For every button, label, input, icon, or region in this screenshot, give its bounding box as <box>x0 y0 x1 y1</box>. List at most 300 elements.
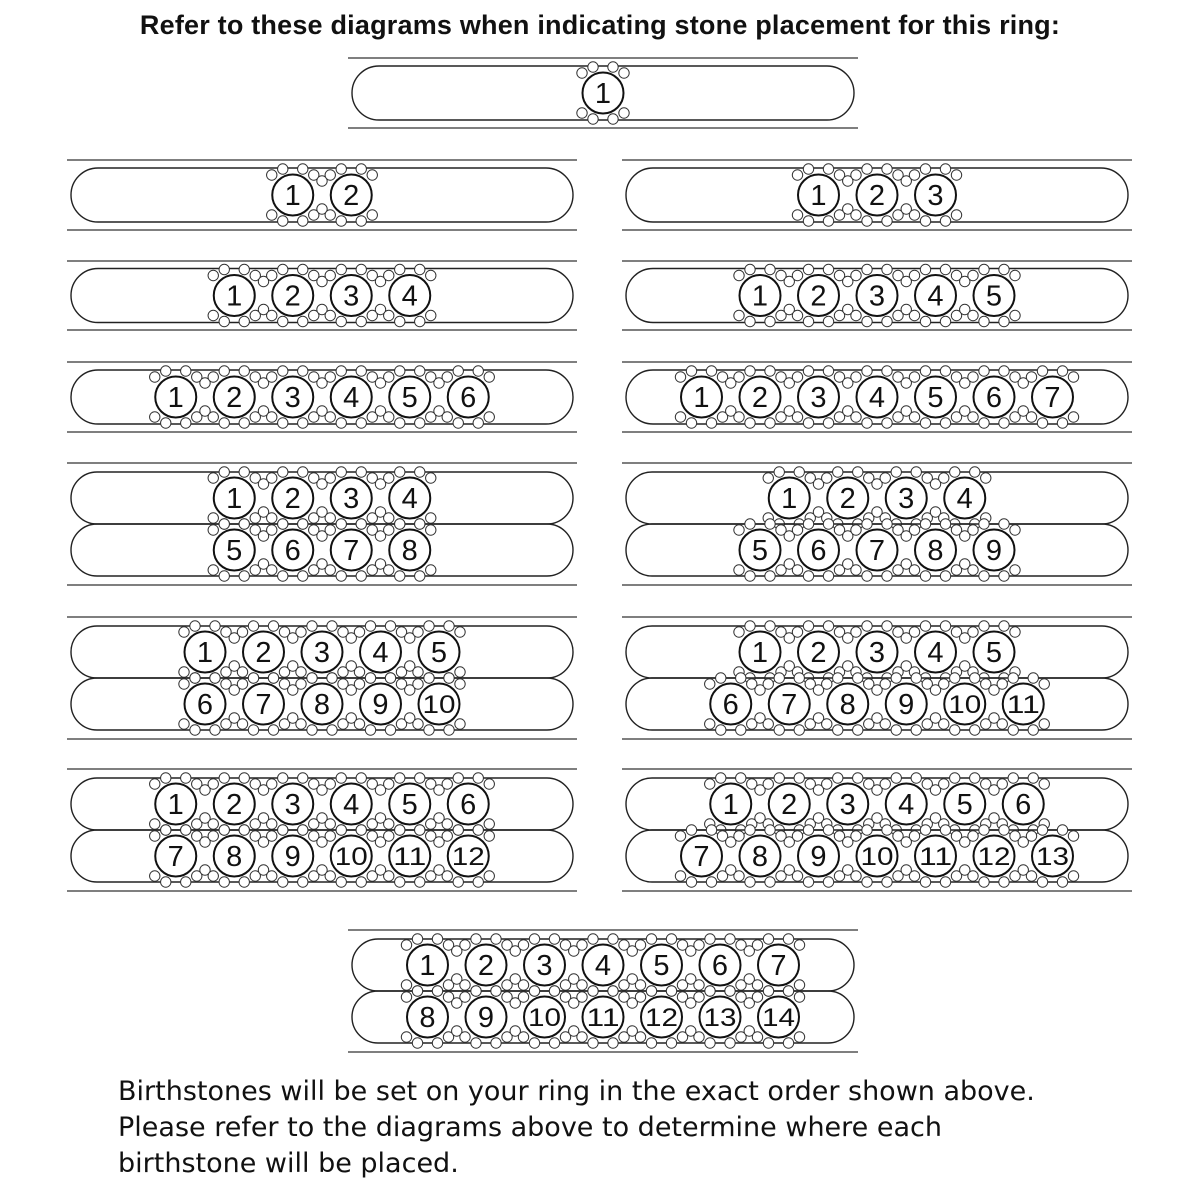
accent-stone <box>426 565 436 575</box>
accent-stone <box>794 467 804 477</box>
accent-stone <box>880 473 890 483</box>
accent-stone <box>325 819 335 829</box>
accent-stone <box>734 627 744 637</box>
accent-stone <box>356 877 366 887</box>
stone-number: 4 <box>898 789 915 821</box>
accent-stone <box>384 270 394 280</box>
accent-stone <box>237 627 247 637</box>
accent-stone <box>979 418 989 428</box>
accent-stone <box>415 571 425 581</box>
accent-stone <box>968 310 978 320</box>
instructions-line-2: Please refer to the diagrams above to determine where each <box>118 1112 942 1143</box>
accent-stone <box>298 264 308 274</box>
accent-stone <box>862 264 872 274</box>
accent-stone <box>208 871 218 881</box>
accent-stone <box>325 525 335 535</box>
accent-stone <box>794 673 804 683</box>
stone-number: 1 <box>167 382 184 414</box>
accent-stone <box>706 418 716 428</box>
accent-stone <box>385 673 395 683</box>
accent-stone <box>1057 825 1067 835</box>
accent-stone <box>792 525 802 535</box>
accent-stone <box>940 264 950 274</box>
accent-stone <box>210 673 220 683</box>
accent-stone <box>822 779 832 789</box>
accent-stone <box>298 418 308 428</box>
accent-stone <box>774 673 784 683</box>
accent-stone <box>1037 418 1047 428</box>
accent-stone <box>336 825 346 835</box>
stone-number: 5 <box>927 382 944 414</box>
accent-stone <box>365 725 375 735</box>
accent-stone <box>161 877 171 887</box>
stone-number: 3 <box>284 382 301 414</box>
accent-stone <box>968 871 978 881</box>
stone-number: 3 <box>343 483 360 515</box>
accent-stone <box>635 992 645 1002</box>
stone-number: 9 <box>985 535 1003 567</box>
accent-stone <box>325 831 335 841</box>
accent-stone <box>851 310 861 320</box>
accent-stone <box>920 366 930 376</box>
accent-stone <box>460 1032 470 1042</box>
accent-stone <box>356 264 366 274</box>
stone-number: 2 <box>255 637 272 669</box>
accent-stone <box>219 366 229 376</box>
accent-stone <box>248 673 258 683</box>
accent-stone <box>745 316 755 326</box>
stone-number: 3 <box>536 950 553 982</box>
accent-stone <box>979 825 989 835</box>
accent-stone <box>239 571 249 581</box>
accent-stone <box>979 264 989 274</box>
accent-stone <box>970 773 980 783</box>
accent-stone <box>473 366 483 376</box>
stone-number: 4 <box>956 483 973 515</box>
accent-stone <box>239 877 249 887</box>
stone-number: 6 <box>196 689 214 721</box>
accent-stone <box>426 473 436 483</box>
accent-stone <box>675 412 685 422</box>
accent-stone <box>940 316 950 326</box>
accent-stone <box>981 473 991 483</box>
accent-stone <box>1026 412 1036 422</box>
accent-stone <box>325 310 335 320</box>
stone-number: 6 <box>284 535 301 567</box>
accent-stone <box>444 673 454 683</box>
accent-stone <box>208 310 218 320</box>
accent-stone <box>745 571 755 581</box>
accent-stone <box>794 940 804 950</box>
accent-stone <box>432 1038 442 1048</box>
accent-stone <box>384 473 394 483</box>
accent-stone <box>920 316 930 326</box>
stone-number: 6 <box>460 789 477 821</box>
accent-stone <box>920 164 930 174</box>
accent-stone <box>999 264 1009 274</box>
accent-stone <box>705 1038 715 1048</box>
accent-stone <box>635 980 645 990</box>
accent-stone <box>909 871 919 881</box>
accent-stone <box>970 467 980 477</box>
accent-stone <box>951 210 961 220</box>
accent-stone <box>484 372 494 382</box>
stone-number: 1 <box>594 78 612 110</box>
accent-stone <box>395 316 405 326</box>
accent-stone <box>278 773 288 783</box>
stone-number: 5 <box>985 637 1003 669</box>
accent-stone <box>920 216 930 226</box>
accent-stone <box>384 819 394 829</box>
accent-stone <box>267 270 277 280</box>
accent-stone <box>336 467 346 477</box>
accent-stone <box>415 316 425 326</box>
accent-stone <box>298 825 308 835</box>
accent-stone <box>491 1038 501 1048</box>
accent-stone <box>484 819 494 829</box>
accent-stone <box>1037 366 1047 376</box>
accent-stone <box>745 519 755 529</box>
stone-number: 1 <box>284 180 301 212</box>
stone-number: 7 <box>343 535 360 567</box>
accent-stone <box>734 565 744 575</box>
accent-stone <box>239 519 249 529</box>
accent-stone <box>851 270 861 280</box>
accent-stone <box>473 877 483 887</box>
accent-stone <box>851 831 861 841</box>
accent-stone <box>999 621 1009 631</box>
ring-diagram-9-stones <box>622 463 1132 585</box>
accent-stone <box>1028 725 1038 735</box>
stone-number: 1 <box>226 280 243 313</box>
accent-stone <box>882 366 892 376</box>
accent-stone <box>862 519 872 529</box>
accent-stone <box>950 673 960 683</box>
accent-stone <box>395 264 405 274</box>
accent-stone <box>415 519 425 529</box>
stone-number: 2 <box>810 280 827 313</box>
accent-stone <box>384 513 394 523</box>
accent-stone <box>792 627 802 637</box>
accent-stone <box>891 673 901 683</box>
accent-stone <box>891 773 901 783</box>
accent-stone <box>880 719 890 729</box>
accent-stone <box>794 980 804 990</box>
accent-stone <box>325 270 335 280</box>
accent-stone <box>705 679 715 689</box>
accent-stone <box>237 667 247 677</box>
accent-stone <box>529 934 539 944</box>
accent-stone <box>588 986 598 996</box>
accent-stone <box>208 412 218 422</box>
accent-stone <box>853 673 863 683</box>
accent-stone <box>190 725 200 735</box>
accent-stone <box>803 264 813 274</box>
accent-stone <box>267 473 277 483</box>
accent-stone <box>401 980 411 990</box>
accent-stone <box>882 877 892 887</box>
accent-stone <box>882 264 892 274</box>
accent-stone <box>979 316 989 326</box>
accent-stone <box>325 871 335 881</box>
accent-stone <box>442 779 452 789</box>
accent-stone <box>336 216 346 226</box>
accent-stone <box>1057 366 1067 376</box>
accent-stone <box>518 992 528 1002</box>
accent-stone <box>267 779 277 789</box>
accent-stone <box>208 525 218 535</box>
accent-stone <box>577 108 587 118</box>
accent-stone <box>765 316 775 326</box>
accent-stone <box>426 310 436 320</box>
accent-stone <box>484 871 494 881</box>
accent-stone <box>851 372 861 382</box>
accent-stone <box>549 1038 559 1048</box>
accent-stone <box>577 992 587 1002</box>
accent-stone <box>577 980 587 990</box>
accent-stone <box>471 986 481 996</box>
accent-stone <box>882 825 892 835</box>
stone-number: 2 <box>751 382 769 414</box>
accent-stone <box>968 565 978 575</box>
accent-stone <box>851 210 861 220</box>
instructions-text <box>118 1074 1118 1182</box>
accent-stone <box>432 986 442 996</box>
accent-stone <box>608 934 618 944</box>
accent-stone <box>734 310 744 320</box>
accent-stone <box>354 679 364 689</box>
accent-stone <box>999 316 1009 326</box>
accent-stone <box>745 264 755 274</box>
accent-stone <box>588 114 598 124</box>
accent-stone <box>909 627 919 637</box>
ring-diagram-2-stones <box>67 160 577 230</box>
ring-diagram-14-stones <box>348 930 858 1052</box>
accent-stone <box>794 1032 804 1042</box>
stone-number: 7 <box>770 950 787 982</box>
accent-stone <box>823 519 833 529</box>
accent-stone <box>939 719 949 729</box>
accent-stone <box>725 1038 735 1048</box>
stone-number: 2 <box>477 950 495 982</box>
stone-number: 4 <box>343 382 360 414</box>
accent-stone <box>909 565 919 575</box>
accent-stone <box>356 164 366 174</box>
accent-stone <box>278 316 288 326</box>
accent-stone <box>823 621 833 631</box>
stone-number: 4 <box>868 382 886 414</box>
accent-stone <box>150 831 160 841</box>
stone-number: 3 <box>343 280 360 313</box>
accent-stone <box>356 773 366 783</box>
accent-stone <box>549 934 559 944</box>
accent-stone <box>210 725 220 735</box>
stone-number: 12 <box>451 843 485 871</box>
accent-stone <box>219 773 229 783</box>
accent-stone <box>384 310 394 320</box>
accent-stone <box>239 418 249 428</box>
accent-stone <box>150 412 160 422</box>
stone-number: 3 <box>810 382 827 414</box>
accent-stone <box>763 779 773 789</box>
accent-stone <box>208 819 218 829</box>
accent-stone <box>401 940 411 950</box>
accent-stone <box>296 627 306 637</box>
accent-stone <box>219 418 229 428</box>
accent-stone <box>336 519 346 529</box>
stone-number: 1 <box>751 637 769 669</box>
ring-diagram-8-stones <box>67 463 577 585</box>
stone-number: 4 <box>343 789 360 821</box>
accent-stone <box>239 773 249 783</box>
accent-stone <box>354 667 364 677</box>
accent-stone <box>237 719 247 729</box>
accent-stone <box>763 986 773 996</box>
accent-stone <box>336 366 346 376</box>
accent-stone <box>460 992 470 1002</box>
accent-stone <box>384 565 394 575</box>
accent-stone <box>774 467 784 477</box>
accent-stone <box>765 571 775 581</box>
accent-stone <box>882 216 892 226</box>
accent-stone <box>415 418 425 428</box>
accent-stone <box>385 725 395 735</box>
accent-stone <box>307 673 317 683</box>
accent-stone <box>765 366 775 376</box>
stone-number: 8 <box>751 841 769 873</box>
accent-stone <box>822 679 832 689</box>
accent-stone <box>356 467 366 477</box>
accent-stone <box>296 679 306 689</box>
accent-stone <box>455 719 465 729</box>
accent-stone <box>460 980 470 990</box>
accent-stone <box>891 725 901 735</box>
accent-stone <box>909 372 919 382</box>
accent-stone <box>940 366 950 376</box>
accent-stone <box>970 673 980 683</box>
accent-stone <box>1010 310 1020 320</box>
accent-stone <box>278 825 288 835</box>
accent-stone <box>336 164 346 174</box>
accent-stone <box>765 264 775 274</box>
accent-stone <box>336 418 346 428</box>
accent-stone <box>1068 372 1078 382</box>
accent-stone <box>395 877 405 887</box>
accent-stone <box>1026 831 1036 841</box>
accent-stone <box>882 316 892 326</box>
accent-stone <box>792 270 802 280</box>
accent-stone <box>792 310 802 320</box>
stone-number: 4 <box>927 280 944 313</box>
accent-stone <box>415 773 425 783</box>
accent-stone <box>150 372 160 382</box>
accent-stone <box>415 366 425 376</box>
accent-stone <box>444 725 454 735</box>
accent-stone <box>267 412 277 422</box>
ring-diagram-12-stones <box>67 769 577 891</box>
accent-stone <box>853 773 863 783</box>
accent-stone <box>1057 418 1067 428</box>
accent-stone <box>862 621 872 631</box>
accent-stone <box>473 773 483 783</box>
accent-stone <box>336 773 346 783</box>
accent-stone <box>851 170 861 180</box>
accent-stone <box>267 525 277 535</box>
stone-number: 7 <box>1044 382 1061 414</box>
accent-stone <box>765 825 775 835</box>
accent-stone <box>190 673 200 683</box>
accent-stone <box>208 779 218 789</box>
stone-number: 4 <box>927 637 944 669</box>
accent-stone <box>267 310 277 320</box>
accent-stone <box>367 170 377 180</box>
accent-stone <box>705 719 715 729</box>
accent-stone <box>161 418 171 428</box>
accent-stone <box>803 519 813 529</box>
stone-number: 5 <box>401 789 418 821</box>
accent-stone <box>968 831 978 841</box>
accent-stone <box>1028 673 1038 683</box>
accent-stone <box>909 310 919 320</box>
accent-stone <box>426 270 436 280</box>
accent-stone <box>880 679 890 689</box>
accent-stone <box>968 270 978 280</box>
accent-stone <box>453 366 463 376</box>
stone-number: 13 <box>1036 843 1069 871</box>
accent-stone <box>911 467 921 477</box>
accent-stone <box>384 871 394 881</box>
accent-stone <box>208 473 218 483</box>
accent-stone <box>219 825 229 835</box>
accent-stone <box>686 825 696 835</box>
accent-stone <box>395 418 405 428</box>
accent-stone <box>763 1038 773 1048</box>
stone-number: 8 <box>839 689 856 721</box>
stone-number: 2 <box>226 789 243 821</box>
accent-stone <box>725 986 735 996</box>
accent-stone <box>181 877 191 887</box>
accent-stone <box>150 871 160 881</box>
stone-number: 2 <box>839 483 856 515</box>
accent-stone <box>298 366 308 376</box>
accent-stone <box>823 877 833 887</box>
accent-stone <box>181 418 191 428</box>
accent-stone <box>920 825 930 835</box>
accent-stone <box>219 316 229 326</box>
accent-stone <box>608 1038 618 1048</box>
accent-stone <box>765 519 775 529</box>
accent-stone <box>999 825 1009 835</box>
accent-stone <box>736 725 746 735</box>
accent-stone <box>686 366 696 376</box>
accent-stone <box>792 372 802 382</box>
stone-number: 5 <box>430 637 448 669</box>
accent-stone <box>432 934 442 944</box>
accent-stone <box>219 467 229 477</box>
accent-stone <box>415 467 425 477</box>
stone-number: 11 <box>586 1004 620 1032</box>
accent-stone <box>823 316 833 326</box>
accent-stone <box>853 725 863 735</box>
accent-stone <box>325 565 335 575</box>
accent-stone <box>694 992 704 1002</box>
accent-stone <box>694 1032 704 1042</box>
accent-stone <box>1010 525 1020 535</box>
accent-stone <box>356 366 366 376</box>
accent-stone <box>453 418 463 428</box>
stone-number: 10 <box>422 691 456 719</box>
accent-stone <box>219 519 229 529</box>
